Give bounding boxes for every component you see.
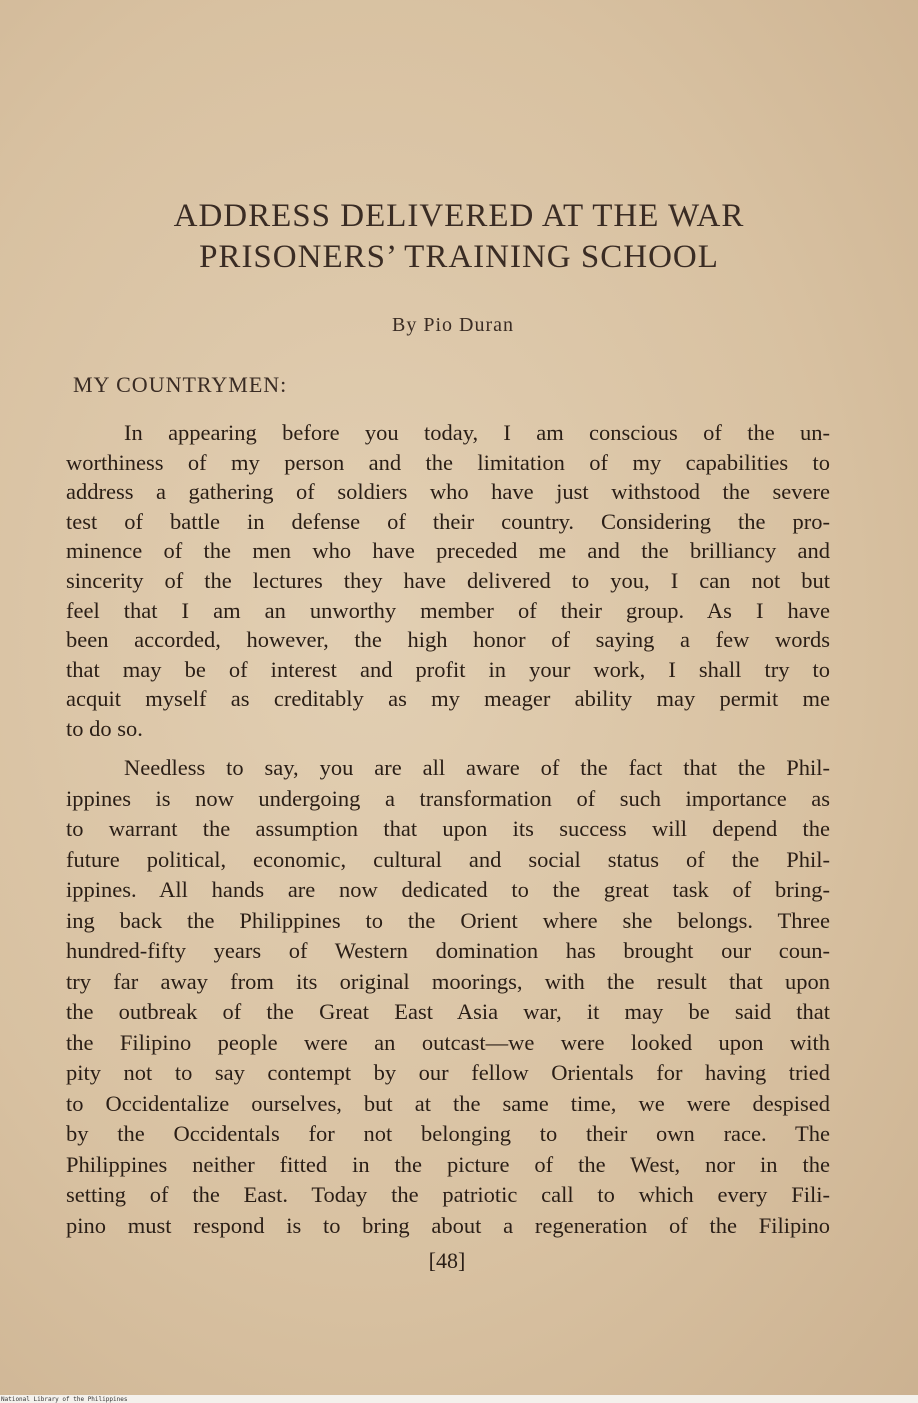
text-line: ing back the Philippines to the Orient where she belongs. Three: [66, 907, 830, 933]
text-line: sincerity of the lectures they have delivered to you, I can not but: [66, 567, 830, 593]
text-line: ippines is now undergoing a transformation of such importance as: [66, 785, 830, 811]
text-line: that may be of interest and profit in your work, I shall try to: [66, 656, 830, 682]
text-line: Needless to say, you are all aware of the fact that the Phil-: [124, 755, 830, 780]
text-line: test of battle in defense of their country. Considering the pro-: [66, 508, 830, 534]
text-line: hundred-fifty years of Western domination has brought our coun-: [66, 938, 830, 963]
text-line: future political, economic, cultural and social status of the Phil-: [66, 846, 830, 872]
title-line-1: ADDRESS DELIVERED AT THE WAR: [173, 198, 745, 234]
text-line: acquit myself as creditably as my meager ability may permit me: [66, 686, 830, 712]
text-line: been accorded, however, the high honor of saying a few words: [66, 627, 830, 653]
text-line: to do so.: [66, 715, 143, 741]
text-line: feel that I am an unworthy member of their group. As I have: [66, 597, 830, 623]
text-line: ippines. All hands are now dedicated to the great task of bring-: [66, 877, 830, 902]
text-line: In appearing before you today, I am conscious of the un-: [124, 420, 830, 445]
text-line: address a gathering of soldiers who have just withstood the severe: [66, 479, 830, 505]
text-line: try far away from its original moorings, with the result that upon: [66, 968, 830, 994]
text-line: to Occidentalize ourselves, but at the same time, we were despised: [66, 1090, 830, 1116]
paragraph-2: [66, 753, 830, 1241]
text-line: by the Occidentals for not belonging to their own race. The: [66, 1121, 830, 1146]
text-line: pity not to say contempt by our fellow Orientals for having tried: [66, 1060, 830, 1085]
author-byline: By Pio Duran: [392, 314, 514, 336]
library-footer: National Library of the Philippines: [1, 1396, 128, 1403]
paragraph-1: [66, 418, 830, 744]
footer-strip: [0, 1395, 918, 1403]
text-line: the Filipino people were an outcast—we were looked upon with: [66, 1029, 830, 1055]
salutation: MY COUNTRYMEN:: [73, 372, 288, 397]
text-line: the outbreak of the Great East Asia war, it may be said that: [66, 999, 830, 1024]
article-title: [100, 196, 818, 278]
text-line: pino must respond is to bring about a regeneration of the Filipino: [66, 1212, 830, 1238]
text-line: setting of the East. Today the patriotic call to which every Fili-: [66, 1182, 830, 1207]
title-line-2: PRISONERS’ TRAINING SCHOOL: [199, 239, 719, 275]
text-line: Philippines neither fitted in the picture of the West, nor in the: [66, 1151, 830, 1177]
text-line: minence of the men who have preceded me and the brilliancy and: [66, 538, 830, 564]
text-line: worthiness of my person and the limitation of my capabilities to: [66, 449, 830, 475]
text-line: to warrant the assumption that upon its success will depend the: [66, 816, 830, 841]
page-number: [48]: [428, 1248, 466, 1273]
